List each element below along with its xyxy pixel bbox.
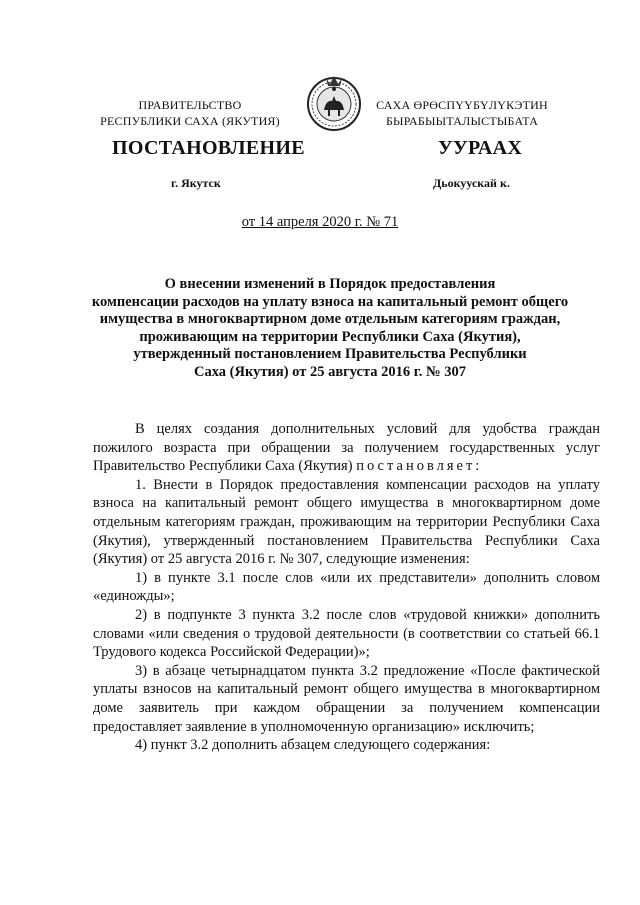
decree-date-number <box>0 214 640 231</box>
header-left-authority <box>95 97 285 129</box>
body-paragraph: 2) в подпункте 3 пункта 3.2 после слов «трудовой книжки» дополнить словами «или сведения о трудовой деятельности (в соответствии со статьей 66.1 Трудового кодекса Российской Федерации)»; <box>93 606 600 661</box>
city-ru: г. Якутск <box>171 176 221 190</box>
city-sah: Дьокуускай к. <box>433 176 510 190</box>
document-type-title-ru: ПОСТАНОВЛЕНИЕ <box>112 137 305 159</box>
body-paragraph: 1) в пункте 3.1 после слов «или их представители» дополнить словом «единожды»; <box>93 569 600 605</box>
header-left-line1: ПРАВИТЕЛЬСТВО <box>138 98 242 112</box>
body-paragraph: 3) в абзаце четырнадцатом пункта 3.2 предложение «После фактической уплаты взносов на капитальный ремонт общего имущества в многоквартирном доме заявитель при каждом обращении за получением компенсации предоставляет заявление в уполномоченную организацию» исключить; <box>93 662 600 735</box>
body-paragraph <box>93 420 600 476</box>
decree-date-number-text: от 14 апреля 2020 г. № 71 <box>241 214 399 230</box>
heading-line: имущества в многоквартирном доме отдельным категориям граждан, <box>99 311 561 328</box>
coat-of-arms-emblem-icon <box>304 70 364 134</box>
heading-line: утвержденный постановлением Правительства Республики <box>133 346 527 363</box>
document-heading <box>80 276 580 382</box>
document-type-title-sah: УУРААХ <box>438 137 523 159</box>
header-right-line1: САХА ӨРӨСПҮҮБҮЛҮКЭТИН <box>376 98 548 112</box>
body-paragraph: 4) пункт 3.2 дополнить абзацем следующего содержания: <box>135 737 491 754</box>
heading-line: компенсации расходов на уплату взноса на капитальный ремонт общего <box>91 293 569 310</box>
heading-line: Саха (Якутия) от 25 августа 2016 г. № 307 <box>194 363 466 380</box>
body-paragraph: 1. Внести в Порядок предоставления компенсации расходов на уплату взноса на капитальный ремонт общего имущества в многоквартирном доме отдельным категориям граждан, проживающим на территории Республики Саха (Якутия), утвержденный постановлением Правительства Республики Саха (Якутия) от 25 августа 2016 г. № 307, следующие изменения: <box>93 476 600 568</box>
heading-line: О внесении изменений в Порядок предоставления <box>164 276 496 292</box>
document-body <box>93 420 600 755</box>
header-left-line2: РЕСПУБЛИКИ САХА (ЯКУТИЯ) <box>100 114 280 128</box>
header-right-line2: БЫРАБЫЫТАЛЫСТЫБАТА <box>385 114 539 128</box>
body-paragraph-text: В целях создания дополнительных условий для удобства граждан пожилого возраста при обращении за получением государственных услуг Правительство Республики Саха (Якутия) <box>93 421 600 475</box>
heading-line: проживающим на территории Республики Саха (Якутия), <box>139 328 521 345</box>
body-resolves-word: постановляет: <box>356 458 483 475</box>
header-right-authority <box>362 97 562 129</box>
